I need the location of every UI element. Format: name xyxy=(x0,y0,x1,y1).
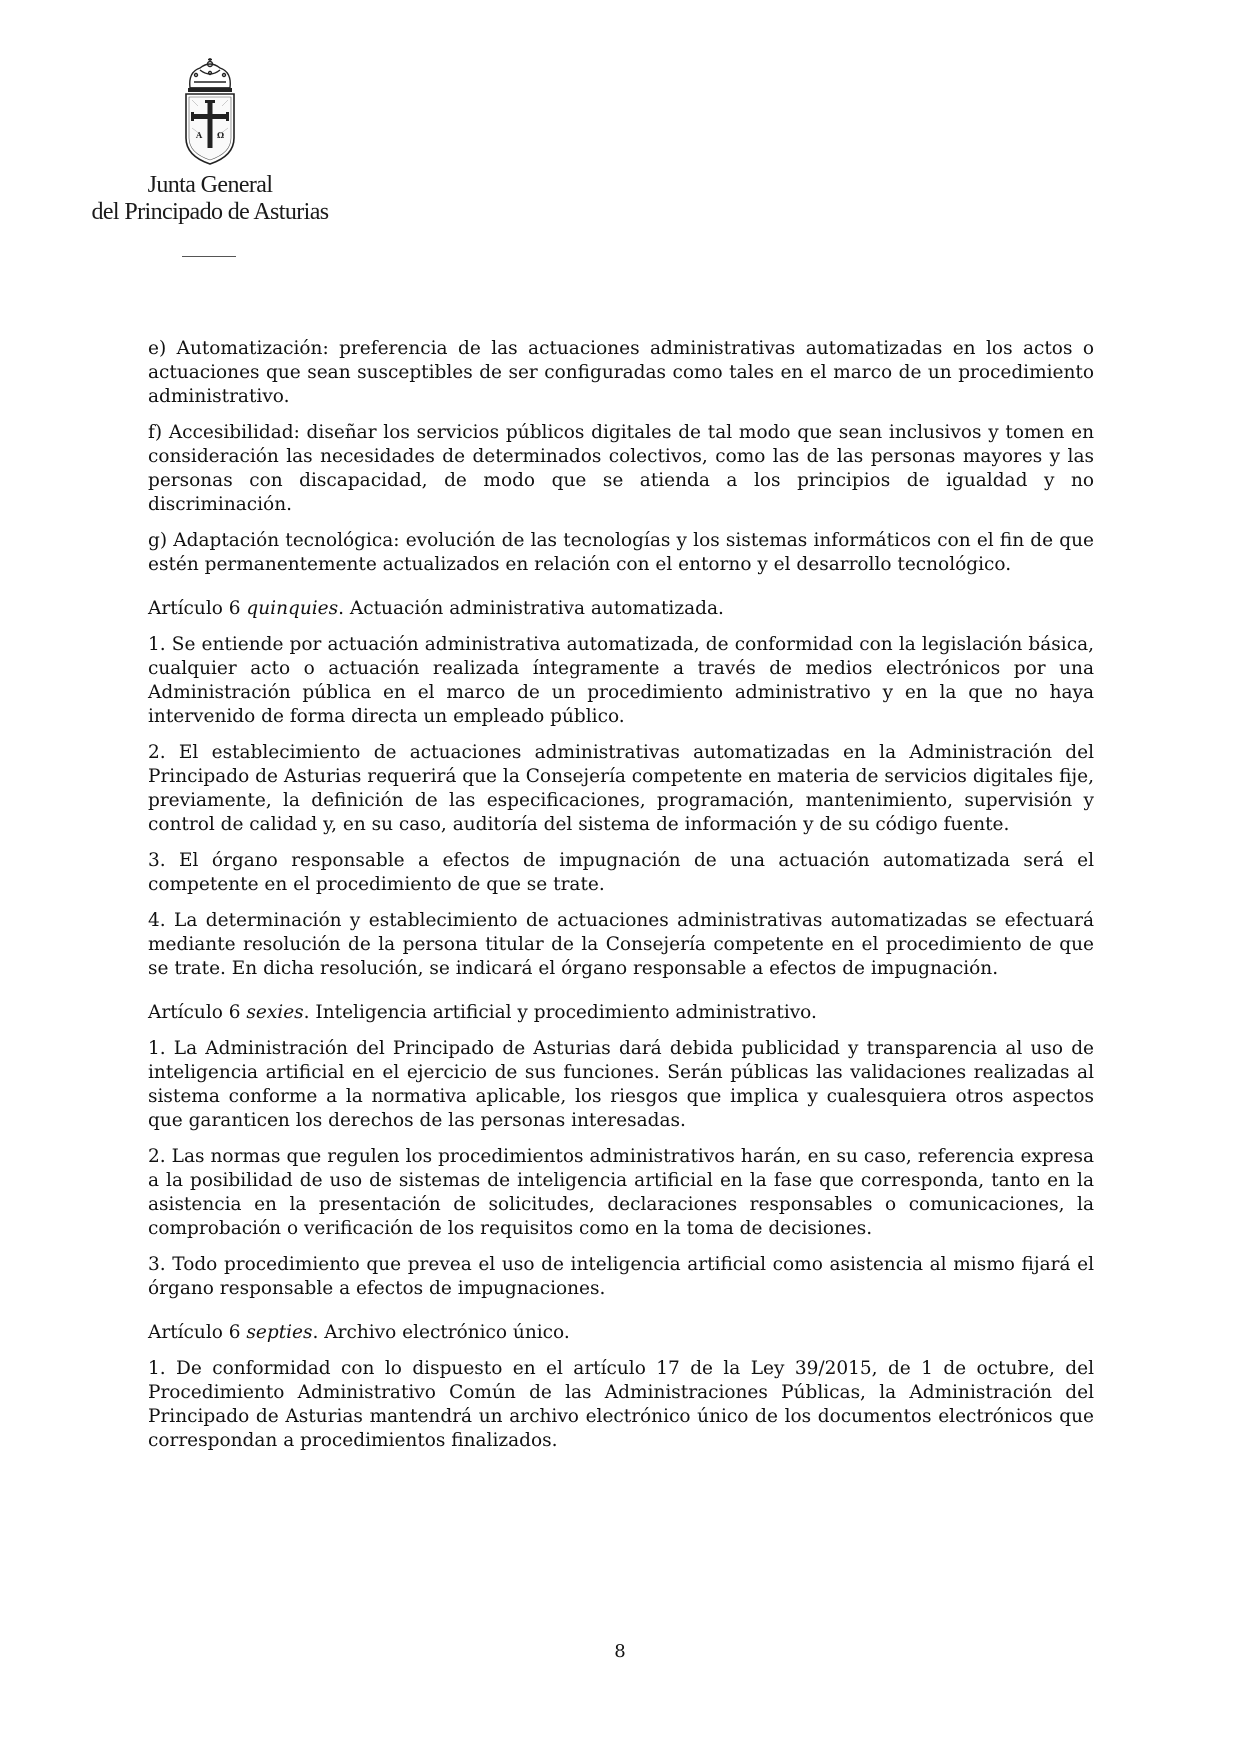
article-heading-italic: sexies xyxy=(246,1002,304,1023)
article-heading-septies xyxy=(148,1321,1094,1345)
document-body xyxy=(148,337,1094,1465)
article-heading-sexies xyxy=(148,1001,1094,1025)
paragraph-g: g) Adaptación tecnológica: evolución de las tecnologías y los sistemas informáticos con el fin de que estén permanentemente actualizados en relación con el entorno y el desarrollo tecnológico. xyxy=(148,530,1094,575)
institution-name-line1: Junta General xyxy=(147,172,273,198)
svg-text:A: A xyxy=(196,130,203,140)
quinquies-paragraph-4: 4. La determinación y establecimiento de actuaciones administrativas automatizadas se efectuará mediante resolución de la persona titular de la Consejería competente en el procedimiento de que se trate. En dicha resolución, se indicará el órgano responsable a efectos de impugnación. xyxy=(148,910,1094,979)
quinquies-paragraph-3: 3. El órgano responsable a efectos de impugnación de una actuación automatizada será el competente en el procedimiento de que se trate. xyxy=(148,850,1094,895)
institution-name xyxy=(60,172,360,226)
article-heading-title: . Actuación administrativa automatizada. xyxy=(338,598,724,619)
coat-of-arms-icon xyxy=(178,58,242,168)
sexies-paragraph-2: 2. Las normas que regulen los procedimientos administrativos harán, en su caso, referencia expresa a la posibilidad de uso de sistemas de inteligencia artificial en la fase que corresponda, tanto en la asistencia en la presentación de solicitudes, declaraciones responsables o comunicaciones, la comprobación o verificación de los requisitos como en la toma de decisiones. xyxy=(148,1146,1094,1239)
quinquies-paragraph-2: 2. El establecimiento de actuaciones administrativas automatizadas en la Administración del Principado de Asturias requerirá que la Consejería competente en materia de servicios digitales fije, previamente, la definición de las especificaciones, programación, mantenimiento, supervisión y control de calidad y, en su caso, auditoría del sistema de información y de su código fuente. xyxy=(148,742,1094,835)
svg-text:Ω: Ω xyxy=(217,130,225,140)
article-heading-title: . Inteligencia artificial y procedimiento administrativo. xyxy=(303,1002,817,1023)
article-heading-italic: quinquies xyxy=(246,598,339,619)
article-heading-prefix: Artículo 6 xyxy=(148,598,247,619)
sexies-paragraph-1: 1. La Administración del Principado de Asturias dará debida publicidad y transparencia al uso de inteligencia artificial en el ejercicio de sus funciones. Serán públicas las validaciones realizadas al sistema conforme a la normativa aplicable, los riesgos que implica y cualesquiera otros aspectos que garanticen los derechos de las personas interesadas. xyxy=(148,1038,1094,1131)
article-heading-prefix: Artículo 6 xyxy=(148,1002,247,1023)
article-heading-italic: septies xyxy=(246,1322,313,1343)
article-heading-quinquies xyxy=(148,597,1094,621)
paragraph-f: f) Accesibilidad: diseñar los servicios públicos digitales de tal modo que sean inclusivos y tomen en consideración las necesidades de determinados colectivos, como las de las personas mayores y las personas con discapacidad, de modo que se atienda a los principios de igualdad y no discriminación. xyxy=(148,422,1094,515)
page-number: 8 xyxy=(614,1641,626,1662)
sexies-paragraph-3: 3. Todo procedimiento que prevea el uso de inteligencia artificial como asistencia al mismo fijará el órgano responsable a efectos de impugnaciones. xyxy=(148,1254,1094,1299)
institution-name-line2: del Principado de Asturias xyxy=(91,199,329,225)
article-heading-title: . Archivo electrónico único. xyxy=(312,1322,570,1343)
paragraph-e: e) Automatización: preferencia de las actuaciones administrativas automatizadas en los actos o actuaciones que sean susceptibles de ser configuradas como tales en el marco de un procedimiento administrativo. xyxy=(148,338,1094,407)
article-heading-prefix: Artículo 6 xyxy=(148,1322,247,1343)
quinquies-paragraph-1: 1. Se entiende por actuación administrativa automatizada, de conformidad con la legislación básica, cualquier acto o actuación realizada íntegramente a través de medios electrónicos por una Administración pública en el marco de un procedimiento administrativo y en la que no haya intervenido de forma directa un empleado público. xyxy=(148,634,1094,727)
header-divider xyxy=(182,256,236,257)
septies-paragraph-1: 1. De conformidad con lo dispuesto en el artículo 17 de la Ley 39/2015, de 1 de octubre, del Procedimiento Administrativo Común de las Administraciones Públicas, la Administración del Principado de Asturias mantendrá un archivo electrónico único de los documentos electrónicos que correspondan a procedimientos finalizados. xyxy=(148,1358,1094,1451)
